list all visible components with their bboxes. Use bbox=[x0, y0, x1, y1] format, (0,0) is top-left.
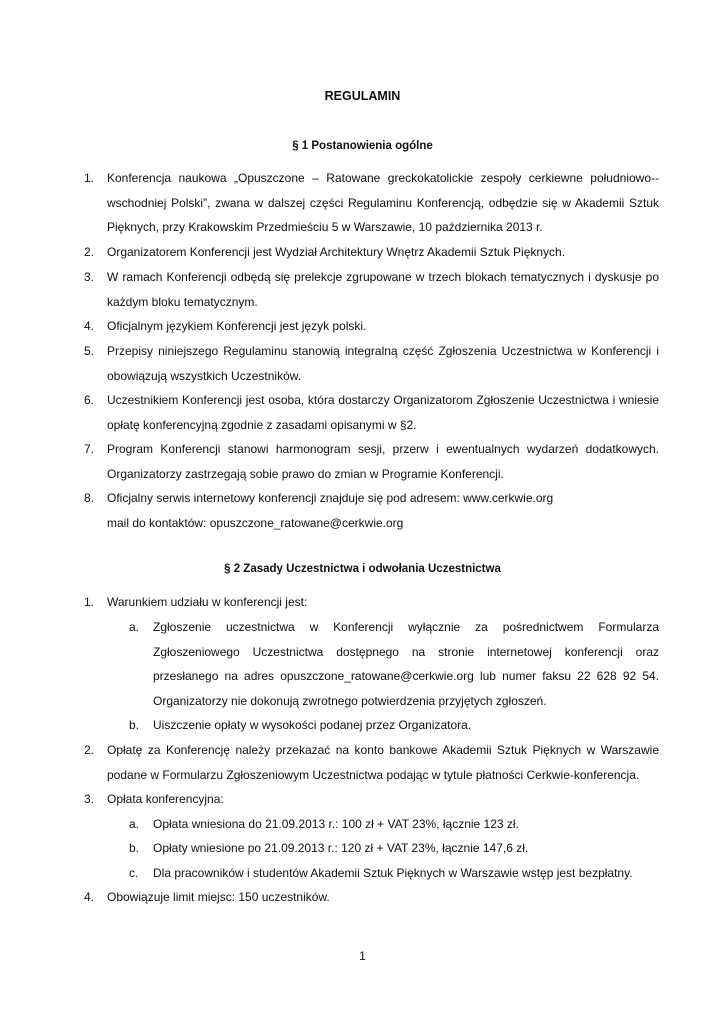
item-text: Program Konferencji stanowi harmonogram sesji, przerw i ewentualnych wydarzeń dodatkowych. Organizatorzy zastrzegają sobie prawo do zmian w Programie Konferencji. bbox=[107, 442, 659, 481]
item-text: Dla pracowników i studentów Akademii Sztuk Pięknych w Warszawie wstęp jest bezpłatny. bbox=[153, 866, 633, 880]
list-item bbox=[84, 738, 659, 787]
item-letter: c. bbox=[129, 866, 139, 880]
list-item bbox=[84, 265, 659, 314]
list-item bbox=[84, 787, 659, 812]
item-text: Warunkiem udziału w konferencji jest: bbox=[107, 595, 308, 609]
item-text: Uiszczenie opłaty w wysokości podanej przez Organizatora. bbox=[153, 718, 472, 732]
item-number: 2. bbox=[84, 743, 95, 757]
list-item bbox=[84, 437, 659, 486]
item-text: Opłatę za Konferencję należy przekazać na konto bankowe Akademii Sztuk Pięknych w Warszawie podane w Formularzu Zgłoszeniowym Uczestnictwa podając w tytule płatności Cerkwie-konferencja. bbox=[107, 743, 659, 782]
section-2-heading: § 2 Zasady Uczestnictwa i odwołania Uczestnictwa bbox=[224, 563, 501, 575]
contact-mail-line: mail do kontaktów: opuszczone_ratowane@cerkwie.org bbox=[107, 515, 404, 530]
item-number: 6. bbox=[84, 393, 95, 407]
list-item bbox=[84, 486, 659, 535]
website-line: Oficjalny serwis internetowy konferencji znajduje się pod adresem: www.cerkwie.org bbox=[107, 491, 554, 505]
sub-list-item bbox=[129, 861, 659, 886]
list-item bbox=[84, 240, 659, 265]
item-number: 1. bbox=[84, 595, 95, 609]
sub-list-item bbox=[129, 836, 659, 861]
item-number: 1. bbox=[84, 171, 95, 185]
item-text: Oficjalnym językiem Konferencji jest język polski. bbox=[107, 319, 367, 333]
item-text: W ramach Konferencji odbędą się prelekcje zgrupowane w trzech blokach tematycznych i dyskusje po każdym bloku tematycznym. bbox=[107, 270, 659, 309]
item-text: Organizatorem Konferencji jest Wydział Architektury Wnętrz Akademii Sztuk Pięknych. bbox=[107, 245, 566, 259]
item-text: Uczestnikiem Konferencji jest osoba, która dostarczy Organizatorom Zgłoszenie Uczestnictwa i wniesie opłatę konferencyjną zgodnie z zasadami opisanymi w §2. bbox=[107, 393, 659, 432]
list-item bbox=[84, 388, 659, 437]
page-title: REGULAMIN bbox=[324, 89, 401, 103]
item-letter: a. bbox=[129, 817, 140, 831]
item-number: 3. bbox=[84, 270, 95, 284]
item-letter: b. bbox=[129, 841, 140, 855]
section-1-heading: § 1 Postanowienia ogólne bbox=[292, 140, 433, 152]
item-number: 2. bbox=[84, 245, 95, 259]
item-number: 7. bbox=[84, 442, 95, 456]
item-text: Zgłoszenie uczestnictwa w Konferencji wyłącznie za pośrednictwem Formularza Zgłoszeniowego Uczestnictwa dostępnego na stronie internetowej konferencji oraz przesłanego na adres opuszczone_ratowane@cerkwie.org lub numer faksu 22 628 92 54. Organizatorzy nie dokonują zwrotnego potwierdzenia przyjętych zgłoszeń. bbox=[153, 620, 659, 708]
list-item bbox=[84, 590, 659, 615]
item-text: Konferencja naukowa „Opuszczone – Ratowane greckokatolickie zespoły cerkiewne południowo--wschodniej Polski”, zwana w dalszej części Regulaminu Konferencją, odbędzie się w Akademii Sztuk Pięknych, przy Krakowskim Przedmieściu 5 w Warszawie, 10 października 2013 r. bbox=[107, 171, 659, 234]
item-number: 5. bbox=[84, 344, 95, 358]
item-number: 8. bbox=[84, 491, 95, 505]
item-text: Przepisy niniejszego Regulaminu stanowią integralną część Zgłoszenia Uczestnictwa w Konferencji i obowiązują wszystkich Uczestników. bbox=[107, 344, 659, 383]
list-item bbox=[84, 166, 659, 240]
page-number: 1 bbox=[359, 949, 366, 963]
item-text: Opłaty wniesione po 21.09.2013 r.: 120 zł + VAT 23%, łącznie 147,6 zł. bbox=[153, 841, 529, 855]
item-number: 4. bbox=[84, 890, 95, 904]
sub-list-item bbox=[129, 713, 659, 738]
item-number: 3. bbox=[84, 792, 95, 806]
sub-list-item bbox=[129, 812, 659, 837]
item-letter: a. bbox=[129, 620, 140, 634]
item-text: Obowiązuje limit miejsc: 150 uczestników. bbox=[107, 890, 330, 904]
item-letter: b. bbox=[129, 718, 140, 732]
item-number: 4. bbox=[84, 319, 95, 333]
item-text: Opłata wniesiona do 21.09.2013 r.: 100 zł + VAT 23%, łącznie 123 zł. bbox=[153, 817, 519, 831]
list-item bbox=[84, 339, 659, 388]
list-item bbox=[84, 885, 659, 910]
list-item bbox=[84, 314, 659, 339]
item-text: Opłata konferencyjna: bbox=[107, 792, 224, 806]
sub-list-item bbox=[129, 615, 659, 713]
